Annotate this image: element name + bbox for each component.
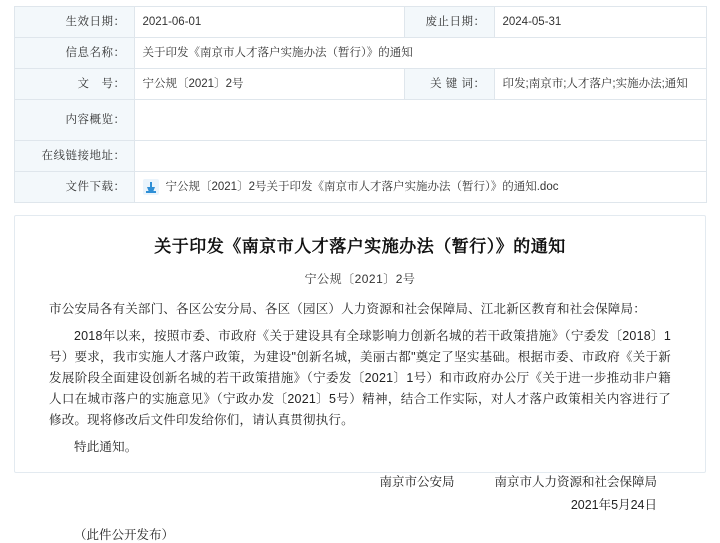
- signature-left: 南京市公安局: [379, 475, 455, 489]
- metadata-table: [14, 6, 707, 203]
- table-row: [14, 141, 706, 172]
- expiry-date-label: 废止日期：: [404, 7, 494, 38]
- signature-date: 2021年5月24日: [570, 498, 657, 512]
- recipients-line: 市公安局各有关部门、各区公安分局、各区（园区）人力资源和社会保障局、江北新区教育和社会保障局：: [49, 302, 646, 316]
- closing-line: 特此通知。: [74, 440, 138, 454]
- keywords-label: 关 键 词：: [404, 69, 494, 100]
- publication-note: （此件公开发布）: [74, 528, 175, 542]
- table-row: [14, 100, 706, 141]
- info-name-value: 关于印发《南京市人才落户实施办法（暂行）》的通知: [134, 38, 706, 69]
- table-row: [14, 7, 706, 38]
- effective-date-label: 生效日期：: [14, 7, 134, 38]
- file-download-link[interactable]: 宁公规〔2021〕2号关于印发《南京市人才落户实施办法（暂行）》的通知.doc: [165, 181, 559, 193]
- body-paragraph: 2018年以来，按照市委、市政府《关于建设具有全球影响力创新名城的若干政策措施》（宁委发〔2018〕1号）要求，我市实施人才落户政策，为建设"创新名城，美丽古都"奠定了坚实基础。根据市委、市政府《关于新发展阶段全面建设创新名城的若干政策措施》（宁委发〔2021〕1号）和市政府办公厅《关于进一步推动非户籍人口在城市落户的实施意见》（宁政办发〔2021〕5号）精神，结合工作实际，对人才落户政策相关内容进行了修改。现将修改后文件印发给你们，请认真贯彻执行。: [49, 329, 671, 427]
- file-download-label: 文件下载：: [14, 172, 134, 203]
- online-link-label: 在线链接地址：: [14, 141, 134, 172]
- info-name-label: 信息名称：: [14, 38, 134, 69]
- table-row: [14, 69, 706, 100]
- file-download-cell: [134, 172, 706, 203]
- document-number: 宁公规〔2021〕2号: [304, 272, 416, 286]
- doc-number-value: 宁公规〔2021〕2号: [134, 69, 404, 100]
- signature-right: 南京市人力资源和社会保障局: [494, 475, 657, 489]
- download-icon: [143, 179, 159, 195]
- document-body: [14, 215, 706, 542]
- effective-date-value: 2021-06-01: [134, 7, 404, 38]
- table-row: [14, 172, 706, 203]
- document-page: [0, 6, 720, 542]
- table-row: [14, 38, 706, 69]
- signature-row: [49, 472, 671, 490]
- keywords-value: 印发;南京市;人才落户;实施办法;通知: [494, 69, 706, 100]
- online-link-value: [134, 141, 706, 172]
- doc-number-label: 文 号：: [14, 69, 134, 100]
- page-title: 关于印发《南京市人才落户实施办法（暂行）》的通知: [154, 237, 566, 257]
- expiry-date-value: 2024-05-31: [494, 7, 706, 38]
- summary-value: [134, 100, 706, 141]
- summary-label: 内容概览：: [14, 100, 134, 141]
